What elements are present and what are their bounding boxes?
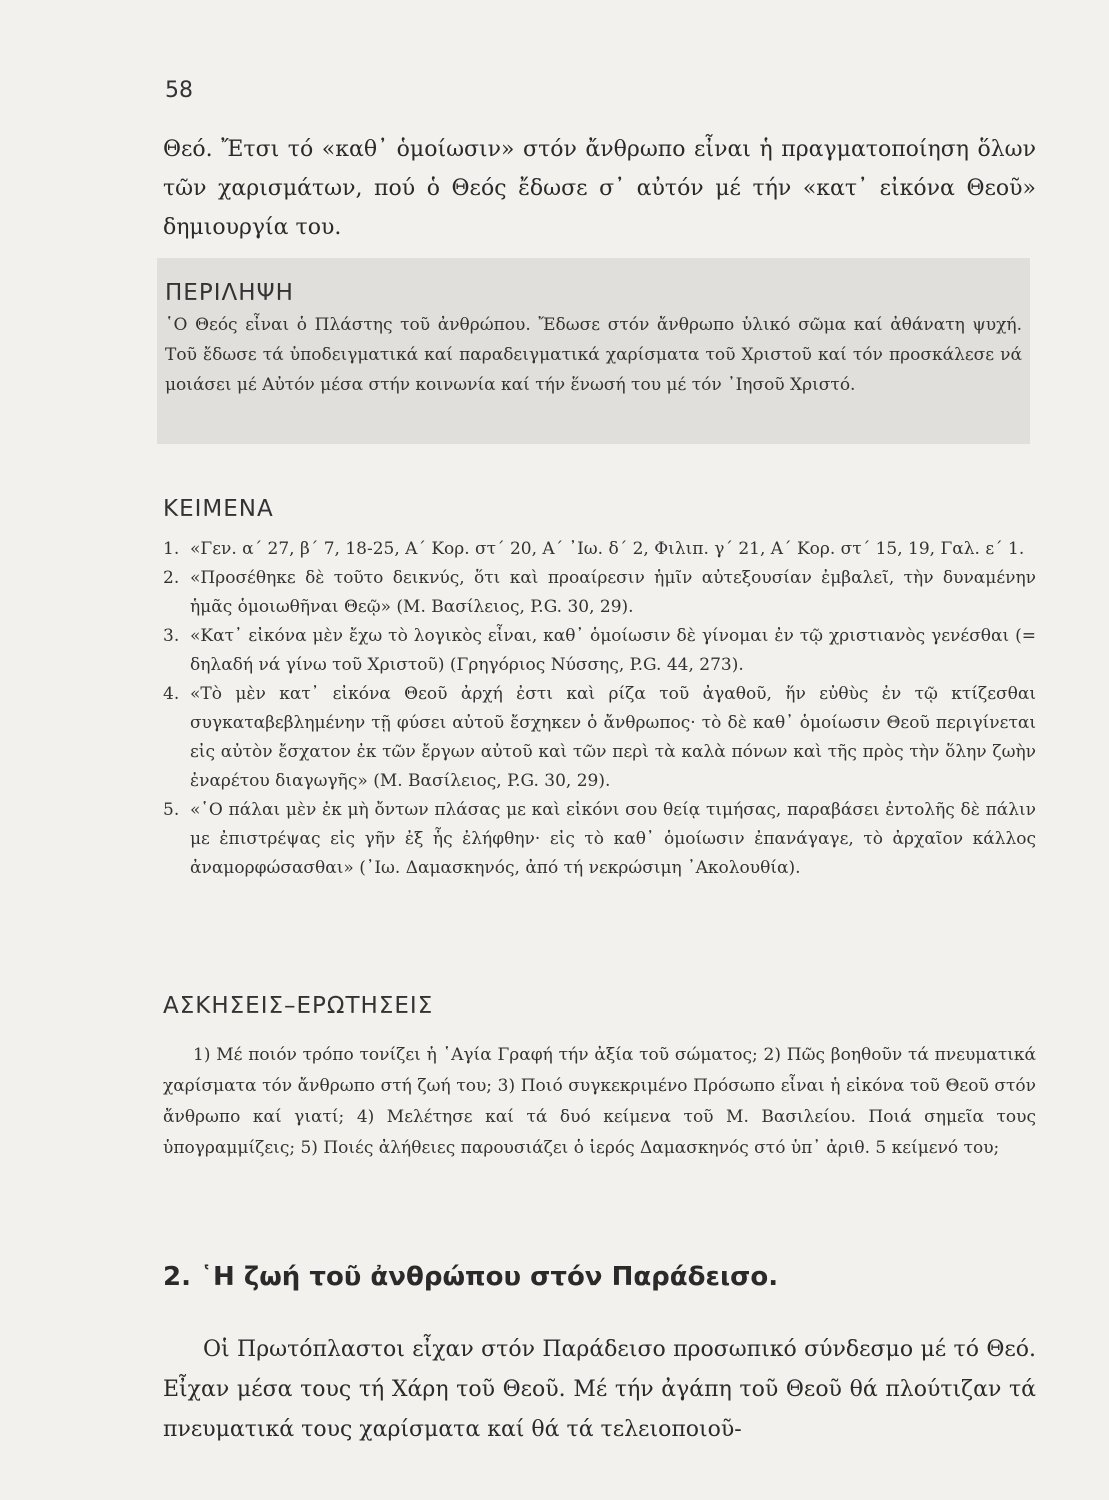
page-number: 58 [165, 78, 193, 103]
text-item-number: 1. [163, 539, 180, 559]
text-item-content: «Προσέθηκε δὲ τοῦτο δεικνύς, ὅτι καὶ προαίρεσιν ἡμῖν αὐτεξουσίαν ἐμβαλεῖ, τὴν δυναμένην ἡμᾶς ὁμοιωθῆναι Θεῷ» (Μ. Βασίλειος, P.G. 30, 29). [190, 568, 1036, 617]
text-item-number: 2. [163, 568, 180, 588]
text-item [163, 796, 1036, 883]
text-item [163, 622, 1036, 680]
intro-paragraph: Θεό. Ἔτσι τό «καθ᾿ ὁμοίωσιν» στόν ἄνθρωπο εἶναι ἡ πραγματοποίηση ὅλων τῶν χαρισμάτων, πού ὁ Θεός ἔδωσε σ᾿ αὐτόν μέ τήν «κατ᾿ εἰκόνα Θεοῦ» δημιουργία του. [163, 137, 1036, 240]
text-item-content: «Γεν. α΄ 27, β΄ 7, 18-25, Α΄ Κορ. στ΄ 20, Α΄ ᾿Ιω. δ΄ 2, Φιλιπ. γ΄ 21, Α΄ Κορ. στ΄ 15, 19, Γαλ. ε΄ 1. [190, 539, 1025, 559]
text-item-content: «῾Ο πάλαι μὲν ἐκ μὴ ὄντων πλάσας με καὶ εἰκόνι σου θείᾳ τιμήσας, παραβάσει ἐντολῆς δὲ πάλιν με ἐπιστρέψας εἰς γῆν ἐξ ἧς ἐλήφθην· εἰς τὸ καθ᾿ ὁμοίωσιν ἐπανάγαγε, τὸ ἀρχαῖον κάλλος ἀναμορφώσασθαι» (᾿Ιω. Δαμασκηνός, ἀπό τή νεκρώσιμη ᾿Ακολουθία). [190, 800, 1036, 878]
summary-title: ΠΕΡΙΛΗΨΗ [165, 280, 294, 306]
chapter-paragraph: Οἱ Πρωτόπλαστοι εἶχαν στόν Παράδεισο προσωπικό σύνδεσμο μέ τό Θεό. Εἶχαν μέσα τους τή Χάρη τοῦ Θεοῦ. Μέ τήν ἀγάπη τοῦ Θεοῦ θά πλούτιζαν τά πνευματικά τους χαρίσματα καί θά τά τελειοποιοῦ- [163, 1337, 1036, 1442]
exercises-text: 1) Μέ ποιόν τρόπο τονίζει ἡ ῾Αγία Γραφή τήν ἀξία τοῦ σώματος; 2) Πῶς βοηθοῦν τά πνευματικά χαρίσματα τόν ἄνθρωπο στή ζωή του; 3) Ποιό συγκεκριμένο Πρόσωπο εἶναι ἡ εἰκόνα τοῦ Θεοῦ στόν ἄνθρωπο καί γιατί; 4) Μελέτησε καί τά δυό κείμενα τοῦ Μ. Βασιλείου. Ποιά σημεῖα τους ὑπογραμμίζεις; 5) Ποιές ἀλήθειες παρουσιάζει ὁ ἱερός Δαμασκηνός στό ὑπ᾿ ἀριθ. 5 κείμενό του; [163, 1045, 1036, 1158]
text-item-number: 3. [163, 626, 180, 646]
text-item-content: «Τὸ μὲν κατ᾿ εἰκόνα Θεοῦ ἀρχή ἐστι καὶ ρίζα τοῦ ἀγαθοῦ, ἥν εὐθὺς ἐν τῷ κτίζεσθαι συγκαταβεβλημένην τῇ φύσει αὐτοῦ ἔσχηκεν ὁ ἄνθρωπος· τὸ δὲ καθ᾿ ὁμοίωσιν Θεοῦ περιγίνεται εἰς αὐτὸν ἔσχατον ἐκ τῶν ἔργων αὐτοῦ καὶ τῶν περὶ τὰ καλὰ πόνων καὶ τῆς πρὸς τὴν ὅλην ζωὴν ἐναρέτου διαγωγῆς» (Μ. Βασίλειος, P.G. 30, 29). [190, 684, 1036, 791]
summary-text: ῾Ο Θεός εἶναι ὁ Πλάστης τοῦ ἀνθρώπου. Ἔδωσε στόν ἄνθρωπο ὑλικό σῶμα καί ἀθάνατη ψυχή. Τοῦ ἔδωσε τά ὑποδειγματικά καί παραδειγματικά χαρίσματα τοῦ Χριστοῦ καί τόν προσκάλεσε νά μοιάσει μέ Αὐτόν μέσα στήν κοινωνία καί τήν ἕνωσή του μέ τόν ᾿Ιησοῦ Χριστό. [165, 315, 1022, 395]
texts-title: ΚΕΙΜΕΝΑ [163, 496, 274, 522]
text-item [163, 535, 1036, 564]
summary-box [157, 258, 1030, 444]
exercises-title: ΑΣΚΗΣΕΙΣ–ΕΡΩΤΗΣΕΙΣ [163, 993, 434, 1019]
text-item-number: 4. [163, 684, 180, 704]
texts-list [163, 535, 1036, 883]
text-item-content: «Κατ᾿ εἰκόνα μὲν ἔχω τὸ λογικὸς εἶναι, καθ᾿ ὁμοίωσιν δὲ γίνομαι ἐν τῷ χριστιανὸς γενέσθαι (= δηλαδή νά γίνω τοῦ Χριστοῦ) (Γρηγόριος Νύσσης, P.G. 44, 273). [190, 626, 1036, 675]
chapter-heading: 2. ῾Η ζωή τοῦ ἀνθρώπου στόν Παράδεισο. [163, 1262, 779, 1292]
text-item-number: 5. [163, 800, 180, 820]
text-item [163, 680, 1036, 796]
text-item [163, 564, 1036, 622]
